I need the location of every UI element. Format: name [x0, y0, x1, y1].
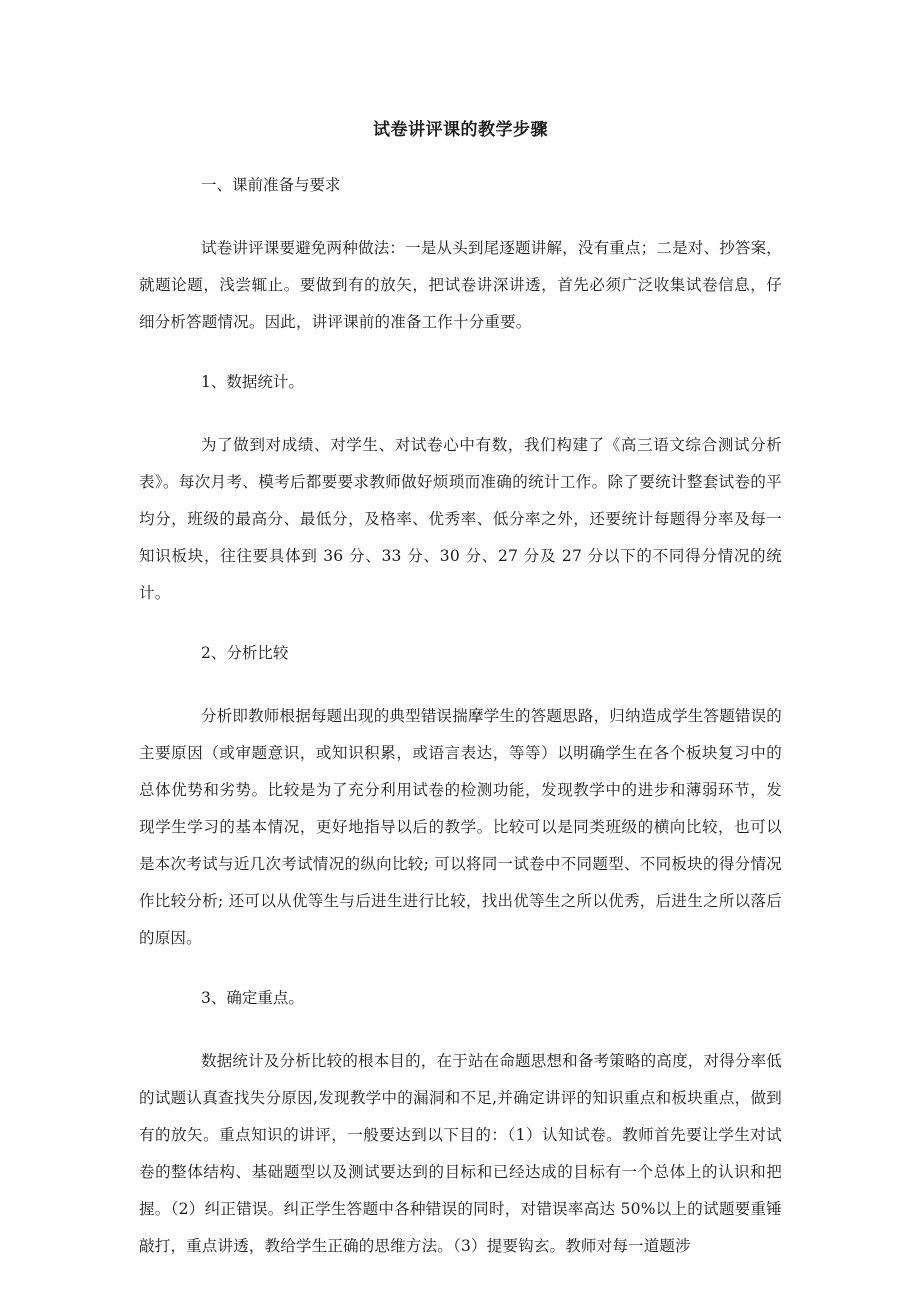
analysis-paragraph: 分析即教师根据每题出现的典型错误揣摩学生的答题思路，归纳造成学生答题错误的主要原因（或审题意识，或知识积累，或语言表达，等等）以明确学生在各个板块复习中的总体优势和劣势。比较是为了充分利用试卷的检测功能，发现教学中的进步和薄弱环节，发现学生学习的基本情况，更好地指导以后的教学。比较可以是同类班级的横向比较，也可以是本次考试与近几次考试情况的纵向比较; 可以将同一试卷中不同题型、不同板块的得分情况作比较分析; 还可以从优等生与后进生进行比较，找出优等生之所以优秀，后进生之所以落后的原因。: [139, 707, 782, 947]
section-heading: 一、课前准备与要求: [201, 176, 341, 194]
subsection-heading-1: 1、数据统计。: [201, 373, 304, 391]
document-title: 试卷讲评课的教学步骤: [373, 120, 548, 140]
focus-paragraph: 数据统计及分析比较的根本目的，在于站在命题思想和备考策略的高度，对得分率低的试题认真查找失分原因,发现教学中的漏洞和不足,并确定讲评的知识重点和板块重点，做到有的放矢。重点知识的讲评，一般要达到以下目的：（1）认知试卷。教师首先要让学生对试卷的整体结构、基础题型以及测试要达到的目标和已经达成的目标有一个总体上的认识和把握。（2）纠正错误。纠正学生答题中各种错误的同时，对错误率高达 50%以上的试题要重锤敲打，重点讲透，教给学生正确的思维方法。（3）提要钩玄。教师对每一道题涉: [139, 1052, 782, 1255]
document-body: [139, 118, 782, 1265]
subsection-heading-3: 3、确定重点。: [201, 989, 304, 1007]
subsection-heading-2: 2、分析比较: [201, 644, 289, 662]
intro-paragraph: 试卷讲评课要避免两种做法：一是从头到尾逐题讲解，没有重点；二是对、抄答案，就题论题，浅尝辄止。要做到有的放矢，把试卷讲深讲透，首先必须广泛收集试卷信息，仔细分析答题情况。因此，讲评课前的准备工作十分重要。: [139, 239, 782, 331]
statistics-paragraph: 为了做到对成绩、对学生、对试卷心中有数，我们构建了《高三语文综合测试分析表》。每次月考、模考后都要要求教师做好烦琐而准确的统计工作。除了要统计整套试卷的平均分，班级的最高分、最低分，及格率、优秀率、低分率之外，还要统计每题得分率及每一知识板块，往往要具体到 36 分、33 分、30 分、27 分及 27 分以下的不同得分情况的统计。: [139, 436, 782, 602]
